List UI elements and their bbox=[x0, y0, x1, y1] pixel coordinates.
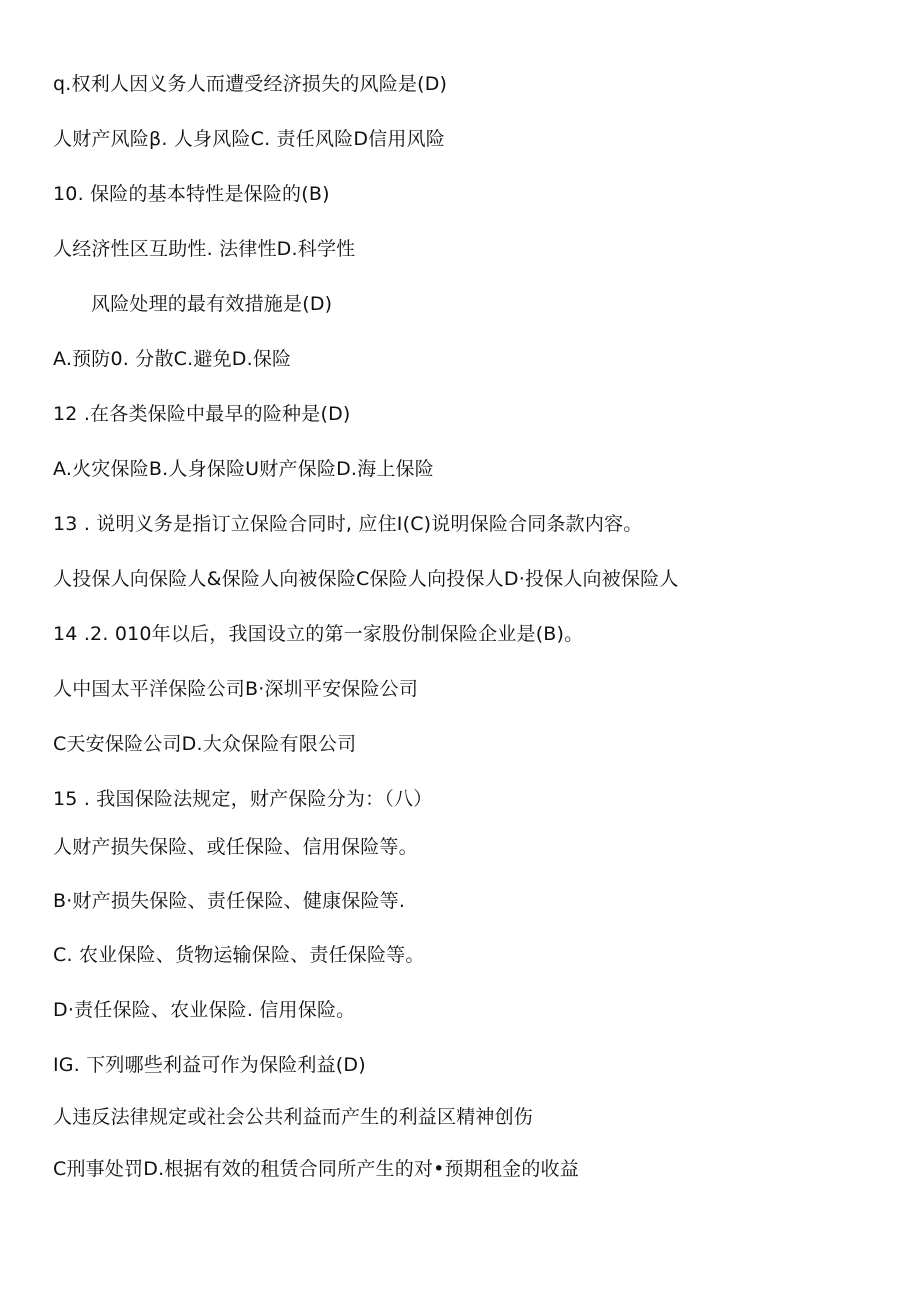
question-9-text: q.权利人因义务人而遭受经济损失的风险是(D) bbox=[53, 73, 448, 95]
question-13-text: 13 . 说明义务是指订立保险合同时, 应住I(C)说明保险合同条款内容。 bbox=[53, 513, 643, 535]
question-13-options: 人投保人向保险人&保险人向被保险C保险人向投保人D·投保人向被保险人 bbox=[53, 568, 679, 590]
question-10-options: 人经济性区互助性. 法律性D.科学性 bbox=[53, 238, 356, 260]
question-11-options: A.预防0. 分散C.避免D.保险 bbox=[53, 348, 292, 370]
question-11-text: 风险处理的最有效措施是(D) bbox=[91, 293, 333, 315]
question-10-text: 10. 保险的基本特性是保险的(B) bbox=[53, 183, 330, 205]
question-16-text: IG. 下列哪些利益可作为保险利益(D) bbox=[53, 1054, 366, 1076]
question-16-options-a-b: 人违反法律规定或社会公共利益而产生的利益区精神创伤 bbox=[53, 1106, 534, 1128]
question-14-text: 14 .2. 010年以后，我国设立的第一家股份制保险企业是(B)。 bbox=[53, 623, 584, 645]
question-15-option-a: 人财产损失保险、或任保险、信用保险等。 bbox=[53, 836, 418, 858]
question-14-options-a-b: 人中国太平洋保险公司B·深圳平安保险公司 bbox=[53, 678, 419, 700]
question-15-option-c: C. 农业保险、货物运输保险、责任保险等。 bbox=[53, 944, 425, 966]
question-16-options-c-d: C刑事处罚D.根据有效的租赁合同所产生的对•预期租金的收益 bbox=[53, 1158, 579, 1180]
question-15-option-d: D·责任保险、农业保险. 信用保险。 bbox=[53, 999, 356, 1021]
question-15-option-b: B·财产损失保险、责任保险、健康保险等. bbox=[53, 890, 406, 912]
question-15-text: 15 . 我国保险法规定，财产保险分为：（八） bbox=[53, 788, 433, 810]
question-14-options-c-d: C天安保险公司D.大众保险有限公司 bbox=[53, 733, 357, 755]
question-9-options: 人财产风险β. 人身风险C. 责任风险D信用风险 bbox=[53, 128, 445, 150]
question-12-options: A.火灾保险B.人身保险U财产保险D.海上保险 bbox=[53, 458, 434, 480]
question-12-text: 12 .在各类保险中最早的险种是(D) bbox=[53, 403, 351, 425]
